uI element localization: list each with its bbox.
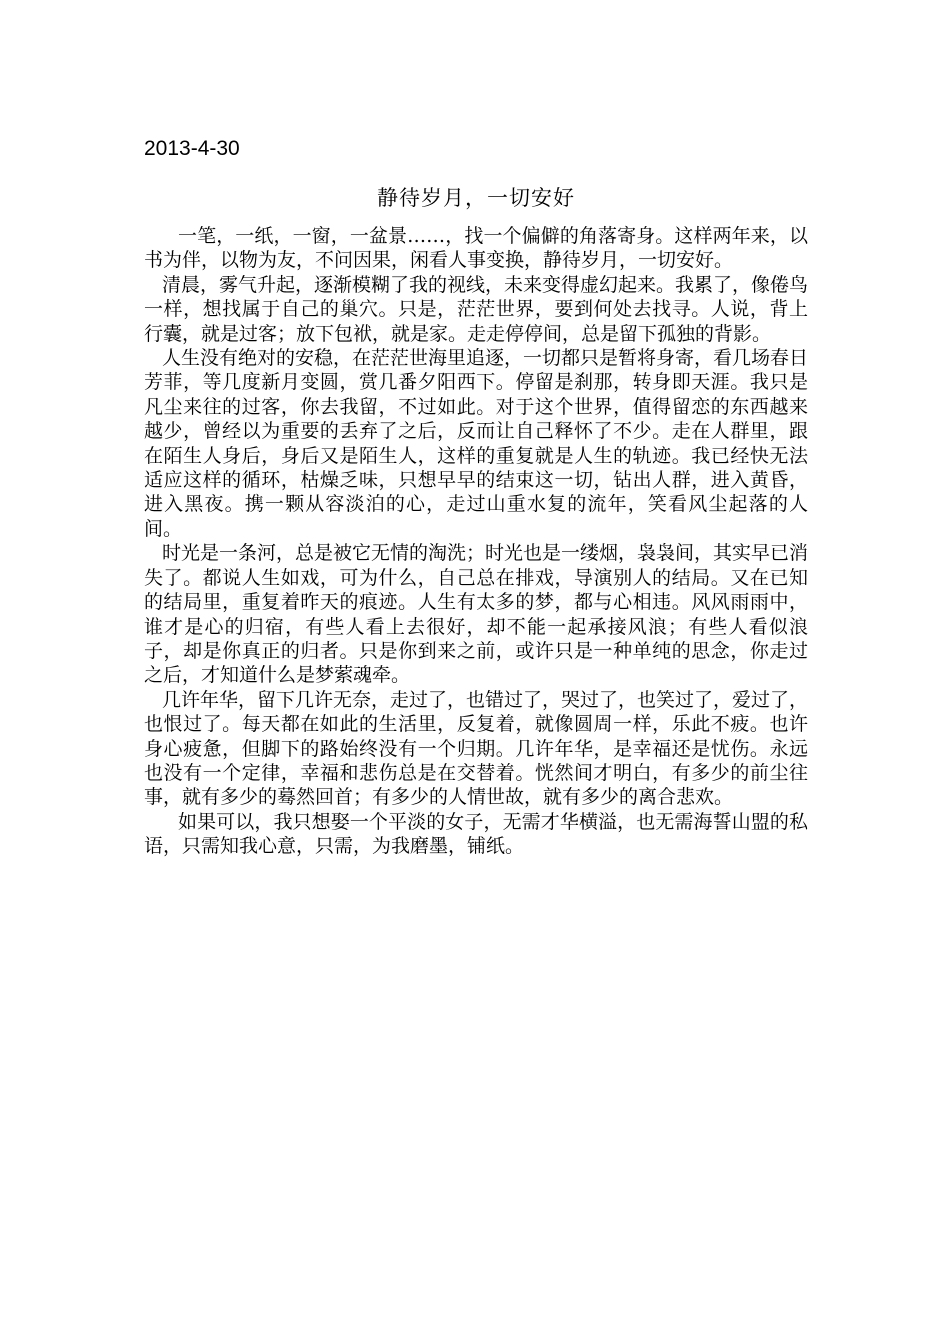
paragraph: 一笔，一纸，一窗，一盆景……，找一个偏僻的角落寄身。这样两年来，以书为伴，以物为友，不问因果，闲看人事变换，静待岁月，一切安好。 (144, 225, 808, 272)
document-body (144, 224, 808, 859)
document-title: 静待岁月，一切安好 (377, 186, 575, 210)
paragraph: 清晨，雾气升起，逐渐模糊了我的视线，未来变得虚幻起来。我累了，像倦鸟一样，想找属于自己的巢穴。只是，茫茫世界，要到何处去找寻。人说，背上行囊，就是过客；放下包袱，就是家。走走停停间，总是留下孤独的背影。 (144, 273, 809, 345)
paragraph: 时光是一条河，总是被它无情的淘洗；时光也是一缕烟，袅袅间，其实早已消失了。都说人生如戏，可为什么，自己总在排戏，导演别人的结局。又在已知的结局里，重复着昨天的痕迹。人生有太多的梦，都与心相违。风风雨雨中，谁才是心的归宿，有些人看上去很好，却不能一起承接风浪；有些人看似浪子，却是你真正的归者。只是你到来之前，或许只是一种单纯的思念，你走过之后，才知道什么是梦萦魂牵。 (144, 542, 809, 687)
paragraph: 几许年华，留下几许无奈，走过了，也错过了，哭过了，也笑过了，爱过了，也恨过了。每天都在如此的生活里，反复着，就像圆周一样，乐此不疲。也许身心疲惫，但脚下的路始终没有一个归期。几许年华，是幸福还是忧伤。永远也没有一个定律，幸福和悲伤总是在交替着。恍然间才明白，有多少的前尘往事，就有多少的蓦然回首；有多少的人情世故，就有多少的离合悲欢。 (144, 688, 809, 809)
paragraph: 如果可以，我只想娶一个平淡的女子，无需才华横溢，也无需海誓山盟的私语，只需知我心意，只需，为我磨墨，铺纸。 (144, 810, 808, 858)
document-date: 2013-4-30 (144, 137, 240, 160)
paragraph: 人生没有绝对的安稳，在茫茫世海里追逐，一切都只是暂将身寄，看几场春日芳菲，等几度新月变圆，赏几番夕阳西下。停留是刹那，转身即天涯。我只是凡尘来往的过客，你去我留，不过如此。对于这个世界，值得留恋的东西越来越少，曾经以为重要的丢弃了之后，反而让自己释怀了不少。走在人群里，跟在陌生人身后，身后又是陌生人，这样的重复就是人生的轨迹。我已经快无法适应这样的循环，枯燥乏味，只想早早的结束这一切，钻出人群，进入黄昏，进入黑夜。携一颗从容淡泊的心，走过山重水复的流年，笑看风尘起落的人间。 (144, 347, 809, 540)
